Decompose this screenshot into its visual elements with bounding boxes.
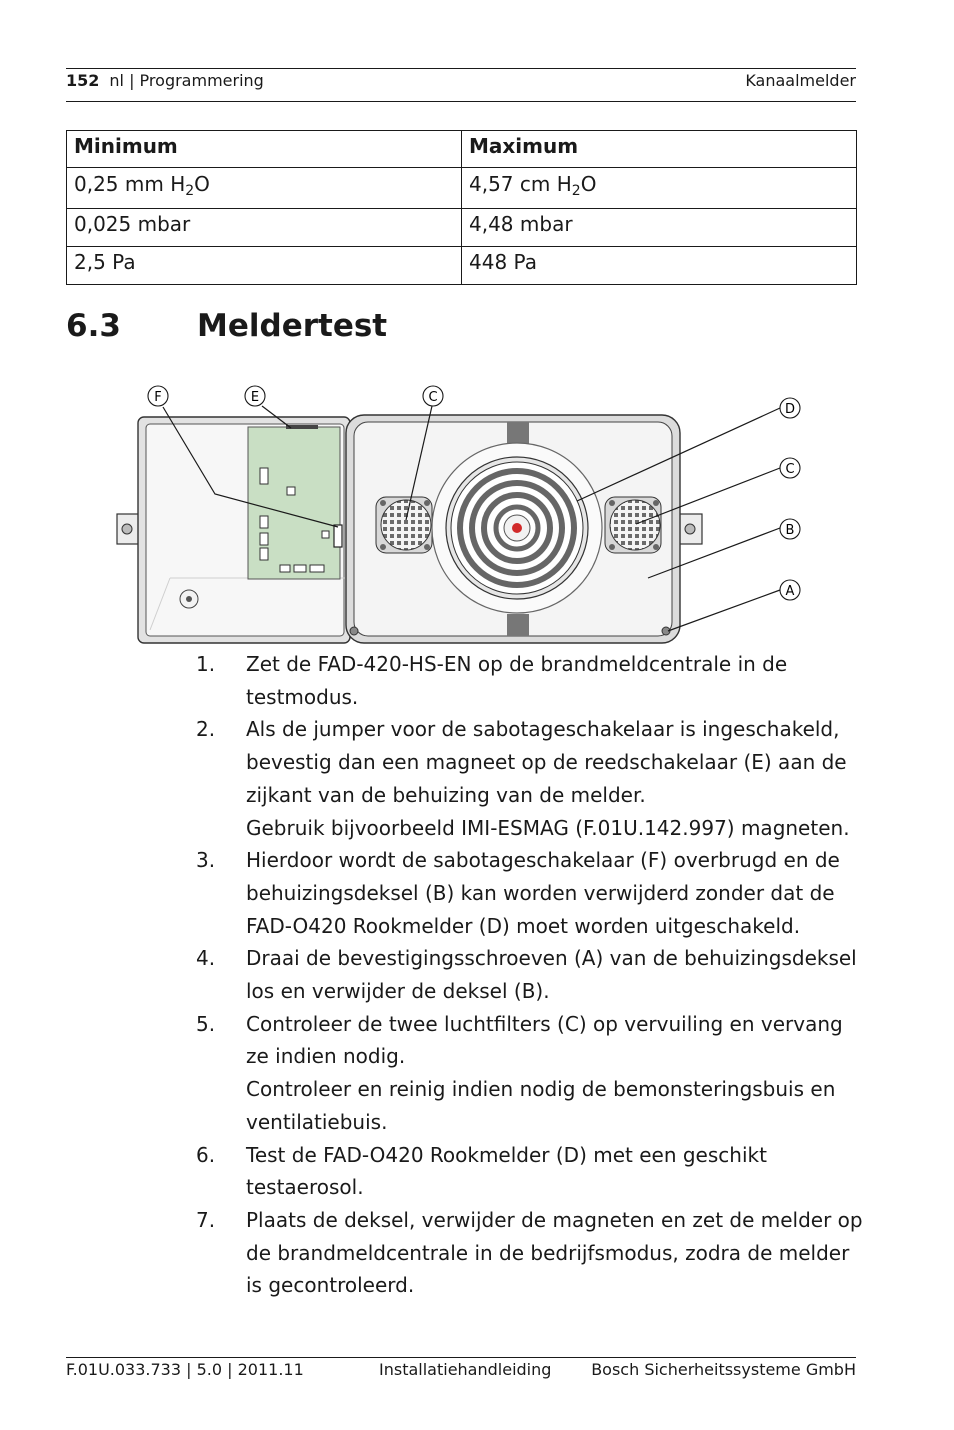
header-bottom-rule xyxy=(66,101,856,102)
page-number: 152 xyxy=(66,71,100,90)
svg-text:A: A xyxy=(785,584,795,599)
svg-text:C: C xyxy=(428,390,438,405)
list-item: 5. Controleer de twee luchtfilters (C) op vervuiling en vervang ze indien nodig. Controleer en reinig indien nodig de bemonsteringsbuis en ventilatiebuis. xyxy=(196,1011,843,1134)
footer-doc-type: Installatiehandleiding xyxy=(379,1360,552,1379)
indicator-led-icon xyxy=(512,523,522,533)
svg-text:C: C xyxy=(785,462,795,477)
svg-text:E: E xyxy=(250,390,260,405)
svg-text:D: D xyxy=(784,402,796,417)
circuit-board xyxy=(248,425,342,579)
table-row xyxy=(67,247,857,285)
pressure-range-table xyxy=(66,130,857,285)
footer-doc-id: F.01U.033.733 | 5.0 | 2011.11 xyxy=(66,1360,304,1379)
list-item: 1. Zet de FAD-420-HS-EN op de brandmeldcentrale in de testmodus. xyxy=(196,652,788,709)
column-header-maximum: Maximum xyxy=(462,131,857,168)
callout-D xyxy=(780,398,800,418)
table-cell-min: 0,25 mm $H_2O$ xyxy=(67,168,462,209)
table-row xyxy=(67,209,857,247)
list-item: 3. Hierdoor wordt de sabotageschakelaar (F) overbrugd en de behuizingsdeksel (B) kan worden verwijderd zonder dat de FAD-O420 Rookmelder (D) moet worden uitgeschakeld. xyxy=(196,848,840,938)
footer-rule xyxy=(66,1357,856,1358)
air-filter-left xyxy=(376,497,432,553)
callout-F xyxy=(148,386,168,406)
table-cell-max: 448 Pa xyxy=(462,247,857,285)
svg-text:F: F xyxy=(154,390,162,405)
table-header-row xyxy=(67,131,857,168)
svg-text:B: B xyxy=(785,523,795,538)
list-item: 2. Als de jumper voor de sabotageschakelaar is ingeschakeld, bevestig dan een magneet op de reedschakelaar (E) aan de zijkant van de behuizing van de melder. Gebruik bijvoorbeeld IMI-ESMAG (F.01U.142.997) magneten. xyxy=(196,717,850,840)
callout-C xyxy=(423,386,443,406)
test-steps-list xyxy=(196,648,866,1302)
running-header-left xyxy=(66,71,264,90)
section-title: Meldertest xyxy=(197,308,388,344)
list-item: 6. Test de FAD-O420 Rookmelder (D) met een geschikt testaerosol. xyxy=(196,1142,767,1200)
list-item: 7. Plaats de deksel, verwijder de magneten en zet de melder op de brandmeldcentrale in de bedrijfsmodus, zodra de melder is gecontroleerd. xyxy=(196,1207,863,1298)
callout-E xyxy=(245,386,265,406)
running-header-right: Kanaalmelder xyxy=(745,71,856,90)
header-top-rule xyxy=(66,68,856,69)
mounting-bracket-right xyxy=(678,514,702,544)
air-filter-right xyxy=(605,497,661,553)
callout-B xyxy=(780,519,800,539)
table-cell-max: 4,57 cm $H_2O$ xyxy=(462,168,857,209)
column-header-minimum: Minimum xyxy=(67,131,462,168)
mounting-bracket-left xyxy=(117,514,139,544)
list-item: 4. Draai de bevestigingsschroeven (A) van de behuizingsdeksel los en verwijder de deksel (B). xyxy=(196,946,857,1004)
table-cell-min: 2,5 Pa xyxy=(67,247,462,285)
section-number: 6.3 xyxy=(66,308,121,344)
screw-icon xyxy=(350,627,358,635)
callout-A xyxy=(780,580,800,600)
chapter-label: nl | Programmering xyxy=(109,71,264,90)
table-row xyxy=(67,168,857,209)
detector-housing-figure xyxy=(110,380,830,648)
smoke-detector xyxy=(432,443,602,613)
table-cell-max: 4,48 mbar xyxy=(462,209,857,247)
footer-company: Bosch Sicherheitssysteme GmbH xyxy=(591,1360,856,1379)
callout-C xyxy=(780,458,800,478)
table-cell-min: 0,025 mbar xyxy=(67,209,462,247)
